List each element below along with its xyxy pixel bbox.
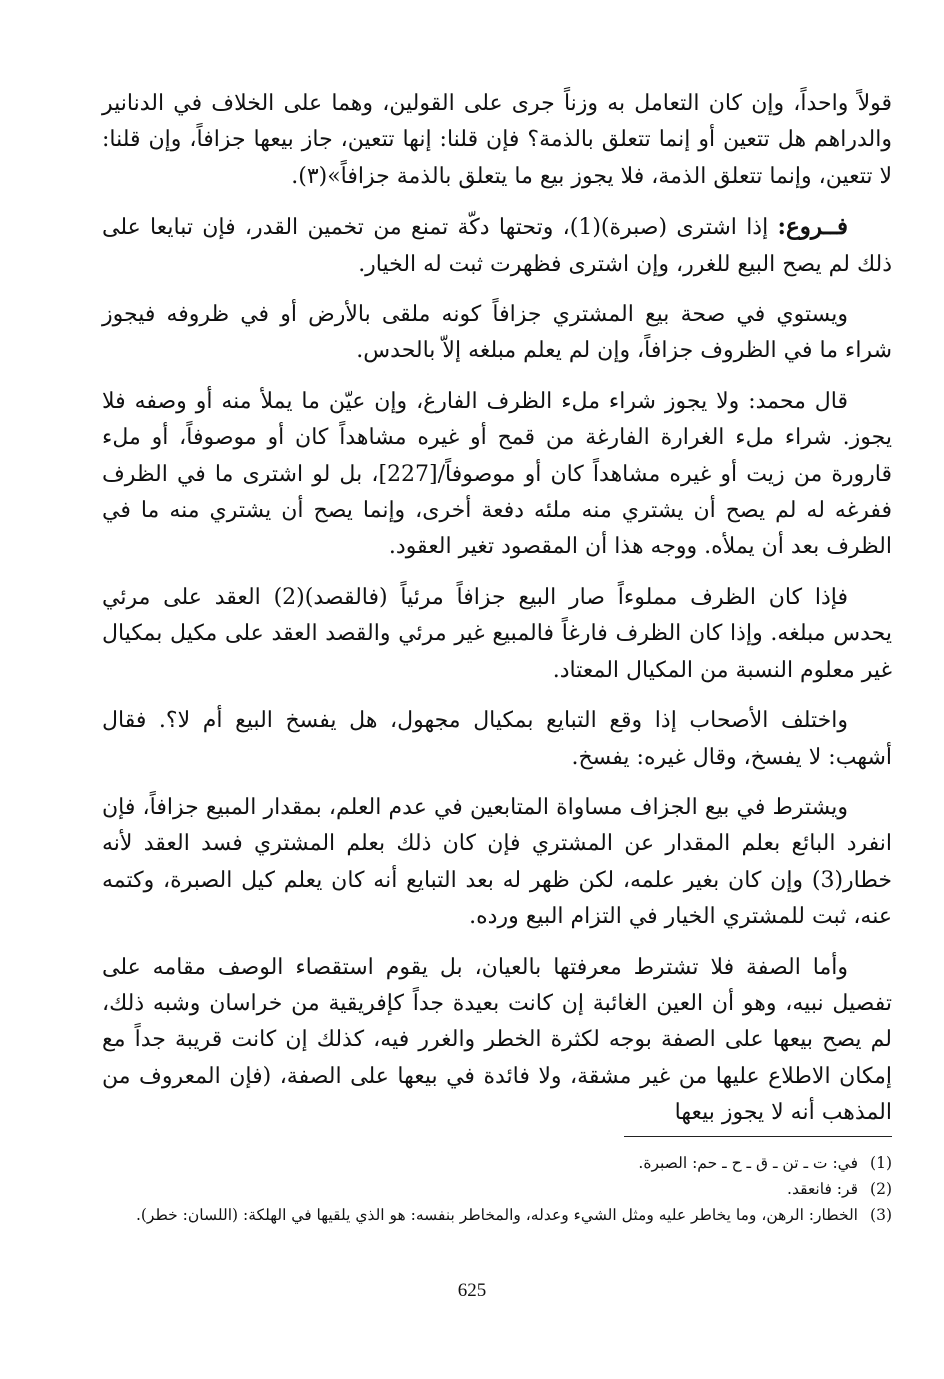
paragraph-text: ويشترط في بيع الجزاف مساواة المتابعين في عدم العلم، بمقدار المبيع جزافاً، فإن انفرد البائع بعلم المقدار عن المشتري فإن كان ذلك بعلم المشتري فسد العقد لأنه خطار(3) وإن كان بغير علمه، لكن ظهر له بعد التبايع أنه كان يعلم كيل الصبرة، وكتمه عنه، ثبت للمشتري الخيار في التزام البيع ورده. <box>102 794 892 930</box>
footnote-divider <box>624 1136 892 1137</box>
paragraph-text: وأما الصفة فلا تشترط معرفتها بالعيان، بل يقوم استقصاء الوصف مقامه على تفصيل نبيه، وهو أن العين الغائبة إن كانت بعيدة جداً كإفريقية من خراسان وشبه ذلك، لم يصح بيعها على الصفة بوجه لكثرة الخطر والغرر فيه، كذلك إن كانت قريبة جداً مع إمكان الاطلاع عليها من غير مشقة، ولا فائدة في بيعها على الصفة، (فإن المعروف من المذهب أنه لا يجوز بيعها <box>102 954 892 1126</box>
main-text <box>102 86 892 1146</box>
footnote-1 <box>102 1150 892 1176</box>
footnote-number: (3) <box>870 1206 892 1224</box>
paragraph-text: فإذا كان الظرف مملوءاً صار البيع جزافاً مرئياً (فالقصد)(2) العقد على مرئي يحدس مبلغه. وإذا كان الظرف فارغاً فالمبيع غير مرئي والقصد العقد على مكيل بمكيال غير معلوم النسبة من المكيال المعتاد. <box>102 584 892 683</box>
paragraph-3 <box>102 297 892 370</box>
footnote-text: قر: فانعقد. <box>787 1180 858 1198</box>
paragraph-6 <box>102 703 892 776</box>
paragraph-text: واختلف الأصحاب إذا وقع التبايع بمكيال مجهول، هل يفسخ البيع أم لا؟. فقال أشهب: لا يفسخ، وقال غيره: يفسخ. <box>102 708 892 770</box>
paragraph-text: قولاً واحداً، وإن كان التعامل به وزناً جرى على القولين، وهما على الخلاف في الدنانير والدراهم هل تتعين أو إنما تتعلق بالذمة؟ فإن قلنا: إنها تتعين، جاز بيعها جزافاً، وإن قلنا: لا تتعين، وإنما تتعلق الذمة، فلا يجوز بيع ما يتعلق بالذمة جزافاً»(٣). <box>102 91 892 189</box>
paragraph-2 <box>102 209 892 283</box>
footnote-number: (2) <box>870 1180 892 1198</box>
paragraph-text: إذا اشترى (صبرة)(1)، وتحتها دكّة تمنع من تخمين القدر، فإن تبايعا على ذلك لم يصح البيع للغرر، وإن اشترى فظهرت ثبت له الخيار. <box>102 215 892 277</box>
paragraph-1 <box>102 86 892 195</box>
paragraph-8 <box>102 950 892 1132</box>
paragraph-5 <box>102 580 892 689</box>
page-number: 625 <box>457 1280 487 1301</box>
footnote-text: في: ت ـ تن ـ ق ـ ح ـ حم: الصبرة. <box>638 1154 858 1172</box>
paragraph-text: ويستوي في صحة بيع المشتري جزافاً كونه ملقى بالأرض أو في ظروفه فيجوز شراء ما في الظروف جزافاً، وإن لم يعلم مبلغه إلاّ بالحدس. <box>102 302 892 364</box>
footnote-2 <box>102 1176 892 1202</box>
footnote-3 <box>102 1202 892 1228</box>
footnote-number: (1) <box>870 1154 892 1172</box>
paragraph-7 <box>102 790 892 936</box>
section-heading-furu: فــروع: <box>777 213 849 241</box>
paragraph-4 <box>102 384 892 566</box>
paragraph-text: قال محمد: ولا يجوز شراء ملء الظرف الفارغ، وإن عيّن ما يملأ منه أو وصفه فلا يجوز. شراء ملء الغرارة الفارغة من قمح أو غيره مشاهداً كان أو موصوفاً، أو ملء قارورة من زيت أو غيره مشاهداً كان أو موصوفاً/[227]، بل لو اشترى ما في الظرف ففرغه له لم يصح أن يشتري منه ملئه دفعة أخرى، وإنما يصح أن يشتري منه ما في الظرف بعد أن يملأه. ووجه هذا أن المقصود تغير العقود. <box>102 388 892 560</box>
footnotes <box>102 1150 892 1228</box>
footnote-text: الخطار: الرهن، وما يخاطر عليه ومثل الشيء وعدله، والمخاطر بنفسه: هو الذي يلقيها في الهلكة: (اللسان: خطر). <box>135 1206 858 1224</box>
